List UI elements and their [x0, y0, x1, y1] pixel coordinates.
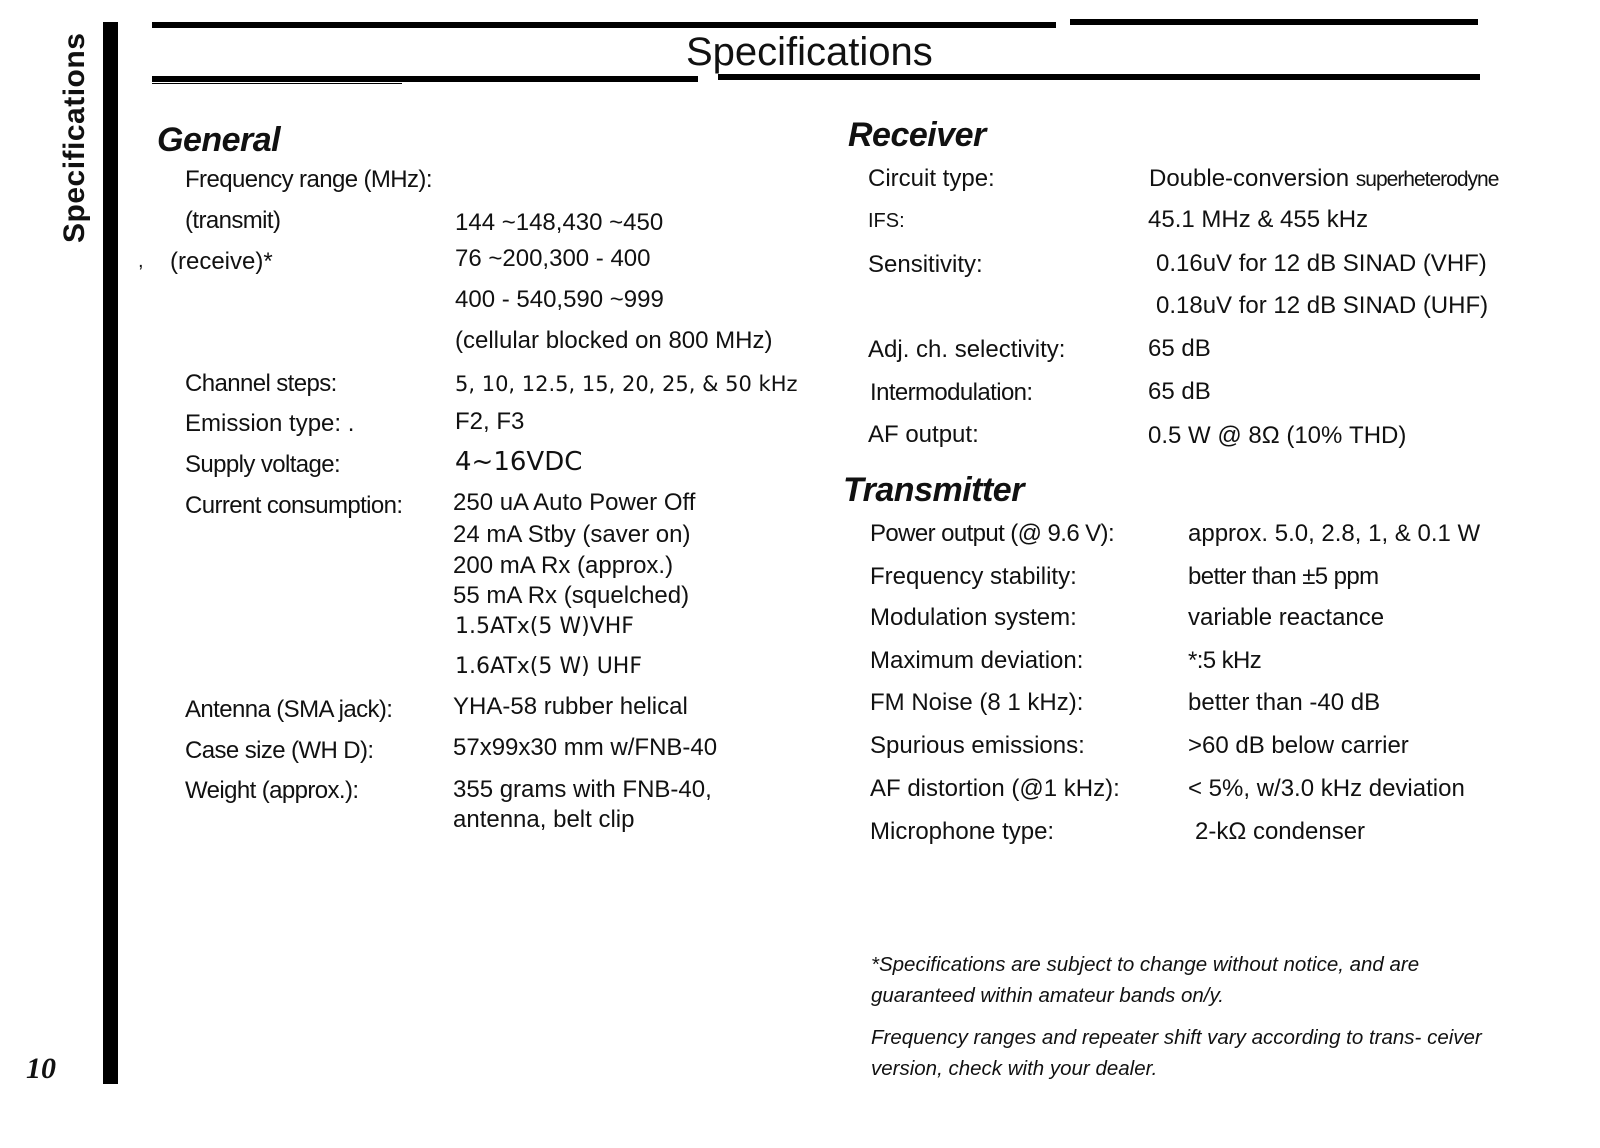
tx-microphone-label: Microphone type: — [870, 818, 1055, 845]
current-value-6: 1.6ATx(5 W) UHF — [455, 654, 642, 679]
tx-microphone-value: 2-kΩ condenser — [1195, 818, 1366, 845]
page-title: Specifications — [686, 30, 933, 74]
channel-steps-label: Channel steps: — [185, 370, 337, 397]
channel-steps-value: 5, 10, 12.5, 15, 20, 25, & 50 kHz — [455, 372, 798, 396]
transmit-label: (transmit) — [185, 207, 281, 234]
tx-frequency-stability-label: Frequency stability: — [870, 563, 1077, 590]
tx-spurious-value: >60 dB below carrier — [1188, 732, 1409, 759]
tx-max-deviation-value: *:5 kHz — [1188, 647, 1262, 674]
antenna-value: YHA-58 rubber helical — [453, 693, 688, 720]
rx-ifs-value: 45.1 MHz & 455 kHz — [1148, 206, 1369, 233]
rx-intermodulation-value: 65 dB — [1148, 378, 1211, 405]
current-value-4: 55 mA Rx (squelched) — [453, 582, 690, 609]
supply-voltage-label: Supply voltage: — [185, 451, 341, 478]
side-bar — [103, 22, 118, 1084]
current-value-1: 250 uA Auto Power Off — [453, 489, 696, 516]
emission-value: F2, F3 — [455, 408, 525, 435]
supply-voltage-value: 4~16VDC — [455, 447, 583, 477]
side-title: Specifications — [58, 32, 91, 244]
current-value-3: 200 mA Rx (approx.) — [453, 552, 674, 579]
rx-af-output-label: AF output: — [868, 421, 979, 448]
tx-max-deviation-label: Maximum deviation: — [870, 647, 1084, 674]
rx-circuit-type-small: superheterodyne — [1355, 168, 1499, 191]
emission-label: Emission type: . — [185, 410, 355, 437]
tx-af-distortion-label: AF distortion (@1 kHz): — [870, 775, 1120, 802]
frequency-range-label: Frequency range (MHz): — [185, 166, 432, 193]
transmit-value: 144 ~148,430 ~450 — [455, 209, 664, 236]
tx-modulation-label: Modulation system: — [870, 604, 1077, 631]
case-size-value: 57x99x30 mm w/FNB-40 — [453, 734, 718, 761]
tx-af-distortion-value: < 5%, w/3.0 kHz deviation — [1188, 775, 1465, 802]
general-heading: General — [157, 121, 281, 159]
rx-adj-selectivity-label: Adj. ch. selectivity: — [868, 336, 1066, 363]
tx-spurious-label: Spurious emissions: — [870, 732, 1085, 759]
page-number: 10 — [26, 1052, 56, 1085]
rx-circuit-type-main: Double-conversion — [1149, 165, 1350, 192]
current-value-5: 1.5ATx(5 W)VHF — [455, 614, 634, 639]
footnote-specifications: *Specifications are subject to change without notice, and are guaranteed within amateur bands on/y. — [871, 953, 1420, 1007]
weight-value-1: 355 grams with FNB-40, — [453, 776, 712, 803]
rx-af-output-value: 0.5 W @ 8Ω (10% THD) — [1148, 422, 1407, 449]
tx-power-output-value: approx. 5.0, 2.8, 1, & 0.1 W — [1188, 520, 1481, 547]
rx-intermodulation-label: Intermodulation: — [870, 379, 1033, 406]
case-size-label: Case size (WH D): — [185, 737, 374, 764]
rx-sensitivity-value-vhf: 0.16uV for 12 dB SINAD (VHF) — [1156, 250, 1487, 277]
receive-mark: , — [138, 250, 144, 272]
tx-frequency-stability-value: better than ±5 ppm — [1188, 563, 1379, 590]
receiver-heading: Receiver — [848, 116, 986, 154]
rx-sensitivity-label: Sensitivity: — [868, 251, 983, 278]
weight-value-2: antenna, belt clip — [453, 806, 635, 833]
rx-adj-selectivity-value: 65 dB — [1148, 335, 1211, 362]
rx-sensitivity-value-uhf: 0.18uV for 12 dB SINAD (UHF) — [1156, 292, 1489, 319]
receive-value-2: 400 - 540,590 ~999 — [455, 286, 664, 313]
current-consumption-label: Current consumption: — [185, 492, 403, 519]
weight-label: Weight (approx.): — [185, 777, 359, 804]
header-rule-top-right — [1070, 19, 1478, 25]
receive-label: (receive)* — [170, 248, 273, 275]
receive-value-1: 76 ~200,300 - 400 — [455, 245, 651, 272]
rx-circuit-type-label: Circuit type: — [868, 165, 995, 192]
tx-fm-noise-label: FM Noise (8 1 kHz): — [870, 689, 1084, 716]
rx-ifs-label: IFS: — [868, 210, 905, 232]
current-value-2: 24 mA Stby (saver on) — [453, 521, 691, 548]
footnote-frequency-ranges: Frequency ranges and repeater shift vary according to trans- ceiver version, check with your dealer. — [871, 1026, 1482, 1080]
header-rule-bottom-thin — [152, 83, 402, 84]
tx-power-output-label: Power output (@ 9.6 V): — [870, 520, 1115, 547]
tx-fm-noise-value: better than -40 dB — [1188, 689, 1381, 716]
rx-circuit-type-value — [1149, 165, 1498, 194]
tx-modulation-value: variable reactance — [1188, 604, 1385, 631]
header-rule-bottom-left — [152, 76, 698, 82]
antenna-label: Antenna (SMA jack): — [185, 696, 393, 723]
transmitter-heading: Transmitter — [843, 471, 1024, 509]
receive-value-3: (cellular blocked on 800 MHz) — [455, 327, 773, 354]
